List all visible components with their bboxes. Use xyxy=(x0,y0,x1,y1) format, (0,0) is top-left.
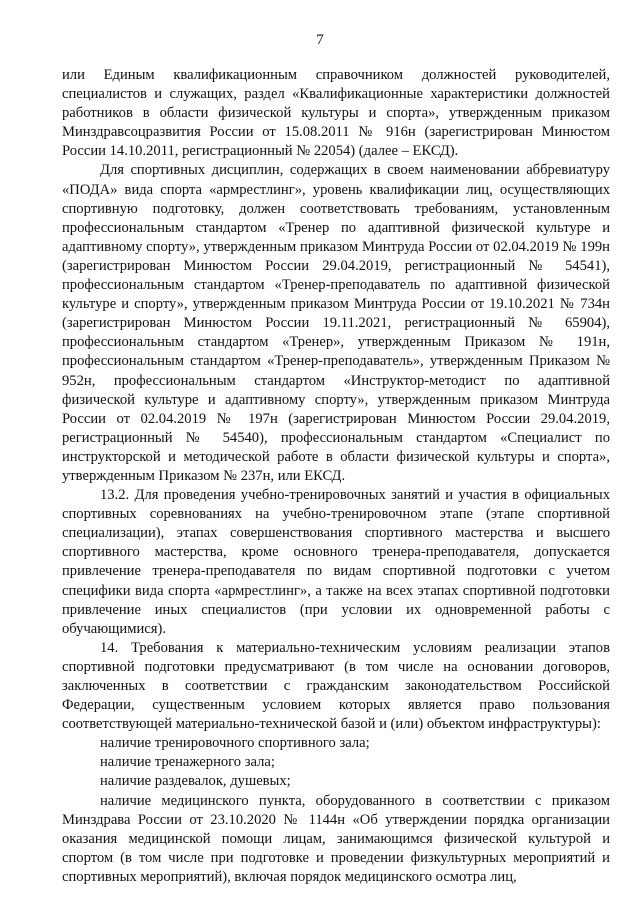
list-item-training-hall: наличие тренировочного спортивного зала; xyxy=(100,735,370,752)
paragraph-medical-point: наличие медицинского пункта, оборудованного в соответствии с приказом Минздрава России от 23.10.2020 № 1144н «Об утверждении порядка организации оказания медицинской помощи лицам, занимающимся физической культурой и спортом (в том числе при подготовке и проведении физкультурных мероприятий и спортивных мероприятий), включая порядок медицинского осмотра лиц, xyxy=(62,792,610,885)
document-body xyxy=(62,66,610,887)
page-number: 7 xyxy=(316,32,324,48)
paragraph-13-2-specialists: 13.2. Для проведения учебно-тренировочных занятий и участия в официальных спортивных соревнованиях на учебно-тренировочном этапе (этапе спортивной специализации), этапах совершенствования спортивного мастерства и высшего спортивного мастерства, кроме основного тренера-преподавателя, допускается привлечение тренера-преподавателя по видам спортивной подготовки с учетом специфики вида спорта «армрестлинг», а также на всех этапах спортивной подготовки привлечение иных специалистов (при условии их одновременной работы с обучающимися). xyxy=(62,487,610,637)
paragraph-14-material-requirements: 14. Требования к материально-техническим условиям реализации этапов спортивной подготовки предусматривают (в том числе на основании договоров, заключенных в соответствии с гражданским законодательством Российской Федерации, существенным условием которых является право пользования соответствующей материально-технической базой и (или) объектом инфраструктуры): xyxy=(62,639,610,733)
list-item-locker-rooms: наличие раздевалок, душевых; xyxy=(100,773,291,790)
paragraph-poda-qualification: Для спортивных дисциплин, содержащих в своем наименовании аббревиатуру «ПОДА» вида спорта «армрестлинг», уровень квалификации лиц, осуществляющих спортивную подготовку, должен соответствовать требованиям, установленным профессиональным стандартом «Тренер по адаптивной физической культуре и адаптивному спорту», утвержденным приказом Минтруда России от 02.04.2019 № 199н (зарегистрирован Минюстом России 29.04.2019, регистрационный № 54541), профессиональным стандартом «Тренер-преподаватель по адаптивной физической культуре и спорту», утвержденным приказом Минтруда России от 19.10.2021 № 734н (зарегистрирован Минюстом России 19.11.2021, регистрационный № 65904), профессиональным стандартом «Тренер», утвержденным Приказом № 191н, профессиональным стандартом «Тренер-преподаватель», утвержденным Приказом № 952н, профессиональным стандартом «Инструктор-методист по адаптивной физической культуре и адаптивному спорту», утвержденным приказом Минтруда России от 02.04.2019 № 197н (зарегистрирован Минюстом России 29.04.2019, регистрационный № 54540), профессиональным стандартом «Специалист по инструкторской и методической работе в области физической культуры и спорта», утвержденным Приказом № 237н, или ЕКСД. xyxy=(62,162,610,484)
paragraph-ekcd-continuation: или Единым квалификационным справочником должностей руководителей, специалистов и служащих, раздел «Квалификационные характеристики должностей работников в области физической культуры и спорта», утвержденным приказом Минздравсоцразвития России от 15.08.2011 № 916н (зарегистрирован Минюстом России 14.10.2011, регистрационный № 22054) (далее – ЕКСД). xyxy=(62,67,610,160)
list-item-gym: наличие тренажерного зала; xyxy=(100,754,275,771)
